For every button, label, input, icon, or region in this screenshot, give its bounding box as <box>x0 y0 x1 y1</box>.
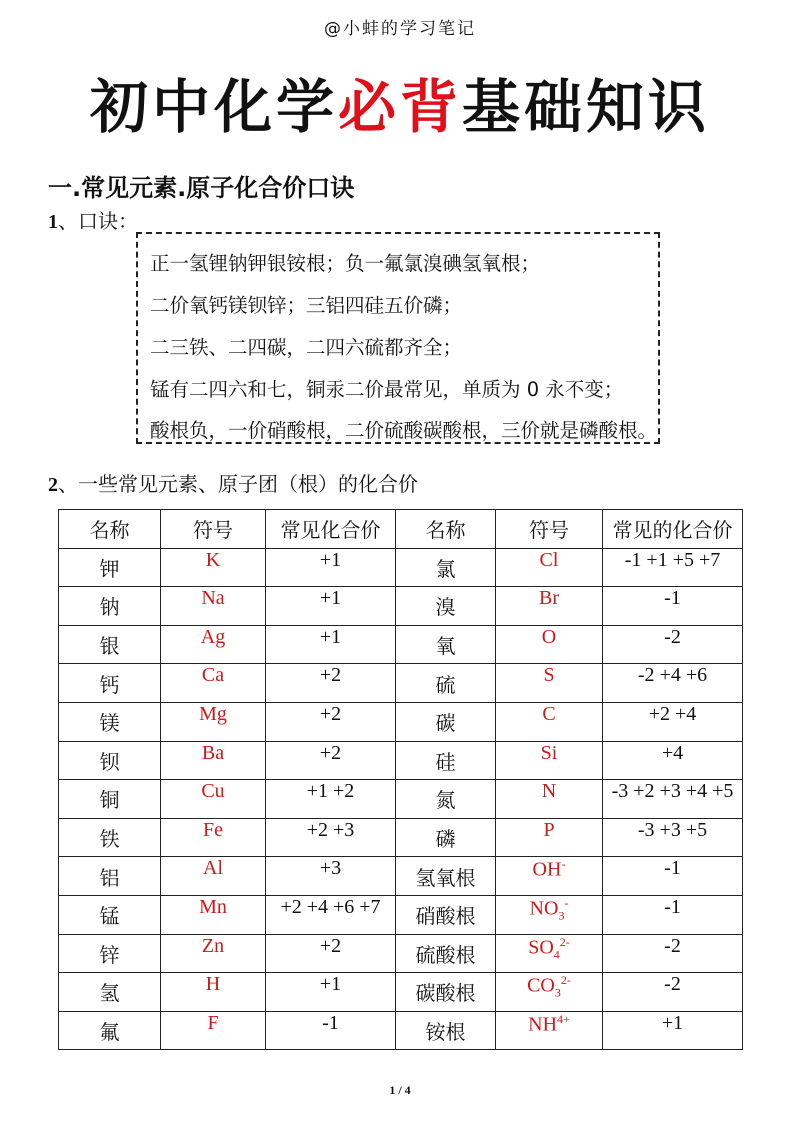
element-name: 碳 <box>396 702 496 741</box>
element-symbol: $NO_3^-$ <box>496 895 603 934</box>
element-name: 氢氧根 <box>396 857 496 896</box>
valence-value: -2 <box>603 625 743 664</box>
element-symbol: O <box>496 625 603 664</box>
valence-value: -1 <box>603 857 743 896</box>
table-row <box>59 934 743 973</box>
table-row <box>59 702 743 741</box>
valence-value: -1 <box>603 895 743 934</box>
element-name: 氟 <box>59 1011 161 1050</box>
element-name: 氯 <box>396 548 496 587</box>
element-name: 硫 <box>396 664 496 703</box>
valence-value: +1 <box>603 1011 743 1050</box>
valence-value: -2 <box>603 934 743 973</box>
element-name: 硫酸根 <box>396 934 496 973</box>
element-name: 钠 <box>59 587 161 626</box>
valence-value: -1 <box>266 1011 396 1050</box>
valence-value: -2 <box>603 973 743 1012</box>
valence-value: +2 +3 <box>266 818 396 857</box>
element-name: 钡 <box>59 741 161 780</box>
column-header: 常见的化合价 <box>603 510 743 549</box>
element-symbol: Br <box>496 587 603 626</box>
valence-value: +4 <box>603 741 743 780</box>
mnemonic-box <box>136 232 660 444</box>
valence-value: +2 <box>266 934 396 973</box>
element-symbol: $NH^{4+}$ <box>496 1011 603 1050</box>
table-row <box>59 548 743 587</box>
element-name: 锌 <box>59 934 161 973</box>
element-symbol: N <box>496 780 603 819</box>
element-symbol: Ca <box>161 664 266 703</box>
element-name: 锰 <box>59 895 161 934</box>
element-symbol: F <box>161 1011 266 1050</box>
subheading-number: 2 <box>48 474 58 496</box>
table-header-row <box>59 510 743 549</box>
element-symbol: Na <box>161 587 266 626</box>
table-row <box>59 741 743 780</box>
column-header: 符号 <box>161 510 266 549</box>
verse-line: 酸根负，一价硝酸根，二价硫酸碳酸根，三价就是磷酸根。 <box>150 419 658 442</box>
table-row <box>59 780 743 819</box>
element-name: 氮 <box>396 780 496 819</box>
element-name: 溴 <box>396 587 496 626</box>
element-symbol: P <box>496 818 603 857</box>
column-header: 常见化合价 <box>266 510 396 549</box>
element-symbol: Zn <box>161 934 266 973</box>
valence-value: +1 +2 <box>266 780 396 819</box>
table-row <box>59 664 743 703</box>
element-name: 铵根 <box>396 1011 496 1050</box>
element-symbol: Fe <box>161 818 266 857</box>
column-header: 符号 <box>496 510 603 549</box>
element-name: 氢 <box>59 973 161 1012</box>
element-symbol: Cl <box>496 548 603 587</box>
element-name: 银 <box>59 625 161 664</box>
element-symbol: K <box>161 548 266 587</box>
element-symbol: S <box>496 664 603 703</box>
element-symbol: Ba <box>161 741 266 780</box>
element-symbol: C <box>496 702 603 741</box>
column-header: 名称 <box>396 510 496 549</box>
subheading-number: 1 <box>48 211 58 233</box>
valence-value: +2 <box>266 702 396 741</box>
valence-value: -3 +3 +5 <box>603 818 743 857</box>
verse-line: 锰有二四六和七，铜汞二价最常见，单质为 0 永不变； <box>150 378 624 401</box>
valence-value: +1 <box>266 548 396 587</box>
page-title <box>0 72 800 142</box>
valence-value: -2 +4 +6 <box>603 664 743 703</box>
title-part2-red: 必背 <box>337 73 462 141</box>
element-symbol: $SO_4^{2-}$ <box>496 934 603 973</box>
element-name: 镁 <box>59 702 161 741</box>
element-symbol: OH- <box>496 857 603 896</box>
valence-value: +1 <box>266 973 396 1012</box>
element-name: 铁 <box>59 818 161 857</box>
subheading-mnemonic <box>48 205 138 234</box>
element-symbol: H <box>161 973 266 1012</box>
element-name: 钾 <box>59 548 161 587</box>
subheading-text: 、口诀： <box>58 209 138 233</box>
valence-value: +2 +4 +6 +7 <box>266 895 396 934</box>
table-row <box>59 895 743 934</box>
element-name: 钙 <box>59 664 161 703</box>
valence-value: +1 <box>266 587 396 626</box>
table-row <box>59 625 743 664</box>
valence-value: +2 <box>266 664 396 703</box>
element-symbol: Cu <box>161 780 266 819</box>
element-symbol: Ag <box>161 625 266 664</box>
table-row <box>59 587 743 626</box>
element-symbol: Mn <box>161 895 266 934</box>
element-name: 氧 <box>396 625 496 664</box>
title-part1: 初中化学 <box>89 73 338 141</box>
valence-value: +3 <box>266 857 396 896</box>
verse-line: 正一氢锂钠钾银铵根；负一氟氯溴碘氢氧根； <box>150 252 541 275</box>
element-name: 铝 <box>59 857 161 896</box>
valence-value: +1 <box>266 625 396 664</box>
subheading-text: 、一些常见元素、原子团（根）的化合价 <box>58 472 418 496</box>
valence-value: +2 <box>266 741 396 780</box>
watermark-header: @小蚌的学习笔记 <box>324 19 476 39</box>
element-symbol: Si <box>496 741 603 780</box>
element-name: 碳酸根 <box>396 973 496 1012</box>
element-symbol: Mg <box>161 702 266 741</box>
verse-line: 二三铁、二四碳，二四六硫都齐全； <box>150 336 463 359</box>
table-row <box>59 973 743 1012</box>
page-number: 1 / 4 <box>389 1083 411 1097</box>
table-row <box>59 1011 743 1050</box>
column-header: 名称 <box>59 510 161 549</box>
valence-value: -3 +2 +3 +4 +5 <box>603 780 743 819</box>
valence-value: +2 +4 <box>603 702 743 741</box>
title-part3: 基础知识 <box>462 73 711 141</box>
valence-table <box>58 509 743 1050</box>
element-name: 铜 <box>59 780 161 819</box>
element-name: 硅 <box>396 741 496 780</box>
section-heading: 一.常见元素.原子化合价口诀 <box>48 174 355 202</box>
valence-value: -1 <box>603 587 743 626</box>
element-name: 磷 <box>396 818 496 857</box>
table-row <box>59 857 743 896</box>
element-symbol: Al <box>161 857 266 896</box>
element-name: 硝酸根 <box>396 895 496 934</box>
verse-line: 二价氧钙镁钡锌；三铝四硅五价磷； <box>150 294 463 317</box>
element-symbol: $CO_3^{2-}$ <box>496 973 603 1012</box>
valence-value: -1 +1 +5 +7 <box>603 548 743 587</box>
table-row <box>59 818 743 857</box>
subheading-valence <box>48 468 418 497</box>
